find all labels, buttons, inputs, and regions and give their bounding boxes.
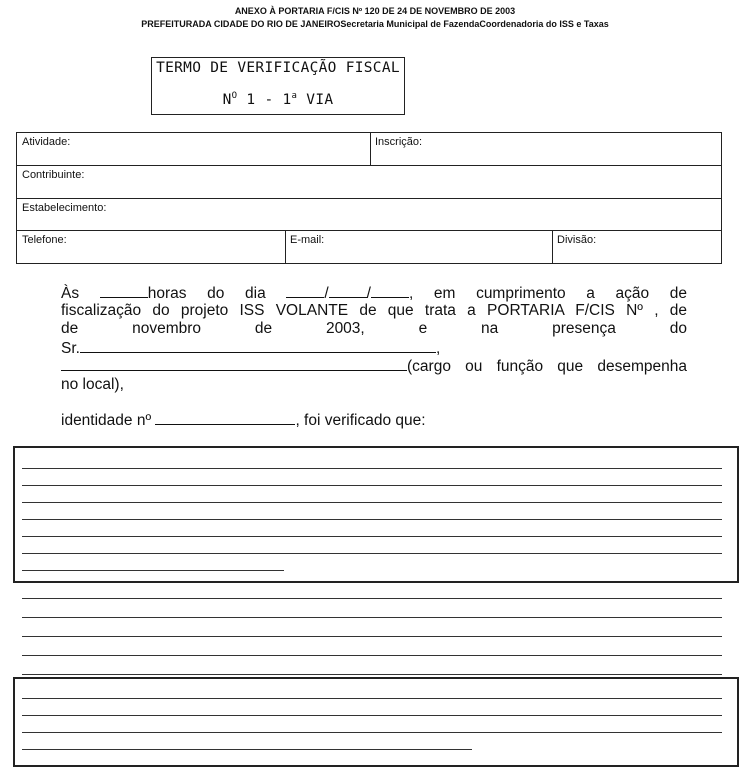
- role-blank[interactable]: [61, 357, 407, 371]
- document-title-box: [151, 57, 405, 115]
- month-blank[interactable]: [329, 284, 367, 298]
- taxpayer-info-grid: [16, 132, 722, 264]
- field-estabelecimento[interactable]: Estabelecimento:: [22, 202, 107, 214]
- field-email[interactable]: E-mail:: [290, 234, 325, 246]
- hour-blank[interactable]: [100, 284, 148, 298]
- body-line-6: no local),: [61, 376, 124, 393]
- number-value: 1 - 1: [237, 92, 292, 108]
- document-title: TERMO DE VERIFICAÇÃO FISCAL: [156, 60, 400, 76]
- field-telefone[interactable]: Telefone:: [22, 234, 67, 246]
- body-line-5: (cargo ou função que desempenha: [61, 357, 687, 377]
- field-atividade[interactable]: Atividade:: [22, 136, 71, 148]
- body-line-1: Às horas do dia / / , em cumprimento a ação de: [61, 285, 688, 302]
- writing-line[interactable]: [22, 553, 722, 554]
- writing-line[interactable]: [22, 468, 722, 469]
- body-line-4: Sr. ,: [61, 340, 441, 357]
- day-blank[interactable]: [286, 284, 324, 298]
- body-line-3: de novembro de 2003, e na presença do: [61, 320, 687, 337]
- writing-line[interactable]: [22, 502, 722, 503]
- number-ordinal: O: [231, 91, 238, 101]
- writing-line[interactable]: [22, 617, 722, 618]
- writing-line[interactable]: [22, 536, 722, 537]
- writing-line[interactable]: [22, 519, 722, 520]
- body-line-2: fiscalização do projeto ISS VOLANTE de que trata a PORTARIA F/CIS Nº , de: [61, 302, 687, 319]
- number-prefix: N: [222, 92, 232, 108]
- writing-line[interactable]: [22, 698, 722, 699]
- body-line-7: identidade nº , foi verificado que:: [61, 412, 426, 429]
- verification-box-2[interactable]: [13, 677, 739, 767]
- verification-box-1[interactable]: [13, 446, 739, 583]
- field-inscricao[interactable]: Inscrição:: [375, 136, 423, 148]
- writing-line[interactable]: [22, 674, 722, 675]
- writing-line[interactable]: [22, 715, 722, 716]
- writing-line[interactable]: [22, 570, 284, 571]
- header-annex-line: ANEXO À PORTARIA F/CIS Nº 120 DE 24 DE NOVEMBRO DE 2003: [234, 6, 516, 16]
- via-ordinal: a: [291, 91, 298, 101]
- identity-blank[interactable]: [155, 411, 295, 425]
- writing-line[interactable]: [22, 598, 722, 599]
- via-label: VIA: [297, 92, 334, 108]
- writing-line[interactable]: [22, 636, 722, 637]
- document-number: [152, 91, 404, 108]
- writing-line[interactable]: [22, 749, 472, 750]
- field-contribuinte[interactable]: Contribuinte:: [22, 169, 85, 181]
- header-agency-line: PREFEITURADA CIDADE DO RIO DE JANEIROSecretaria Municipal de FazendaCoordenadoria do ISS e Taxas: [141, 19, 609, 29]
- name-blank[interactable]: [80, 339, 436, 353]
- year-blank[interactable]: [371, 284, 409, 298]
- writing-line[interactable]: [22, 655, 722, 656]
- field-divisao[interactable]: Divisão:: [557, 234, 597, 246]
- writing-line[interactable]: [22, 732, 722, 733]
- writing-line[interactable]: [22, 485, 722, 486]
